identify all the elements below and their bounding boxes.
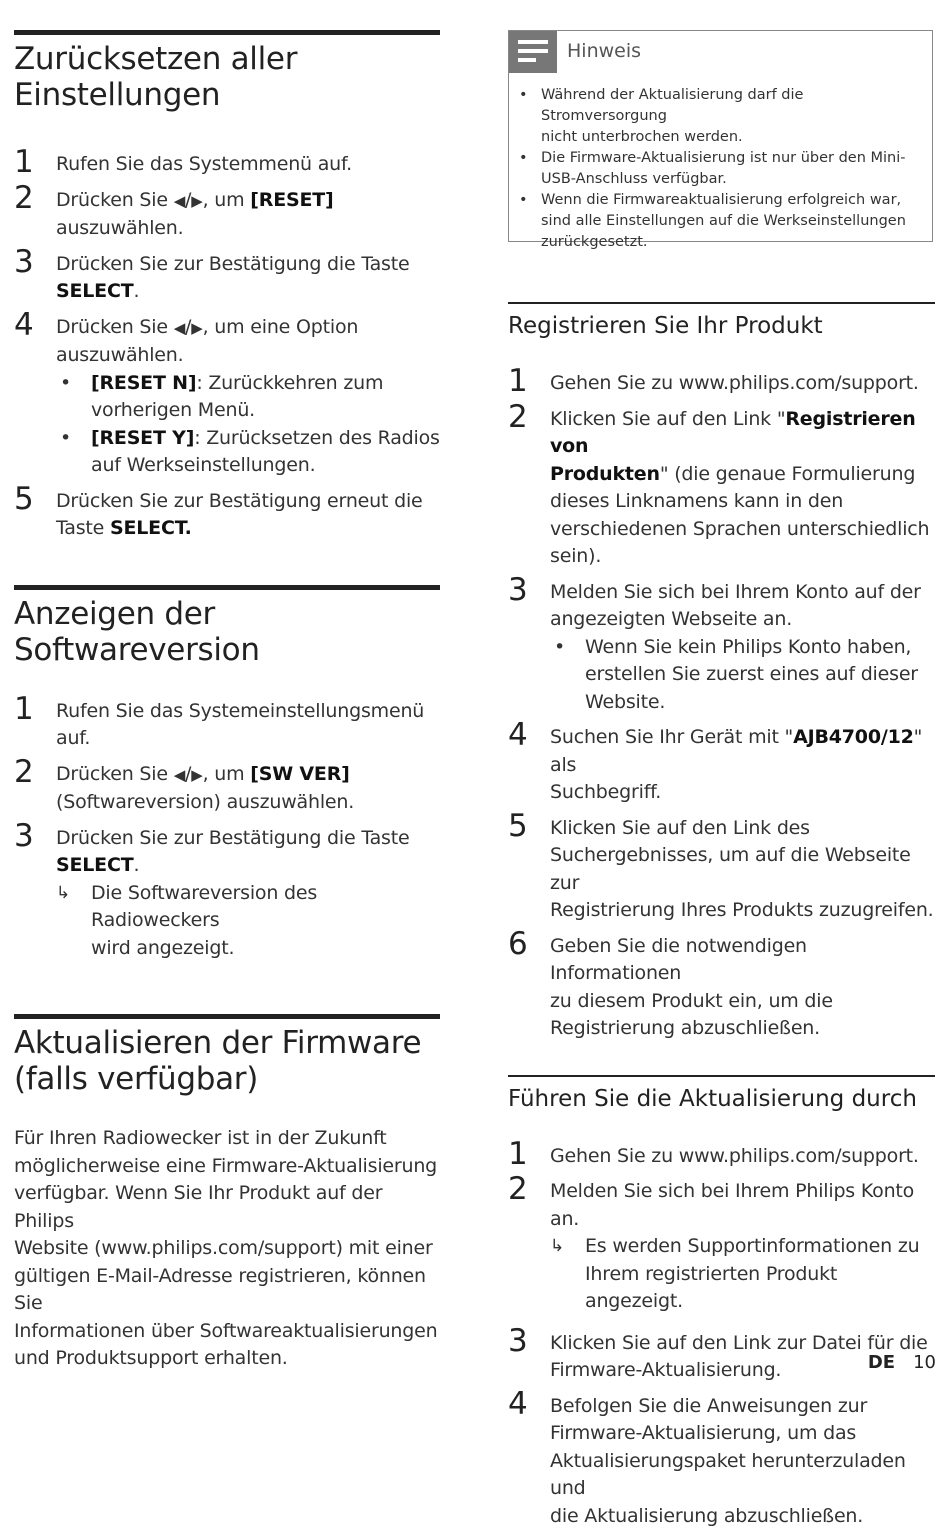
update-step-3: 3 Klicken Sie auf den Link zur Datei für die Firmware-Aktualisierung. — [508, 1330, 935, 1385]
section-rule — [508, 1075, 935, 1077]
language-code: DE — [868, 1352, 895, 1373]
step-number: 2 — [508, 399, 528, 435]
software-step-3: 3 Drücken Sie zur Bestätigung die Taste SELECT. ↳ Die Softwareversion des Radioweckers wird angezeigt. — [14, 825, 440, 963]
section-title-software: Anzeigen der Softwareversion — [14, 596, 440, 668]
note-item: • Während der Aktualisierung darf die Stromversorgung nicht unterbrochen werden. — [519, 85, 924, 148]
step-number: 3 — [508, 1323, 528, 1359]
bullet-icon: • — [60, 425, 71, 453]
section-rule — [508, 302, 935, 304]
software-step-1: 1 Rufen Sie das Systemeinstellungsmenü auf. — [14, 698, 440, 753]
step-number: 4 — [508, 1386, 528, 1422]
register-step-5: 5 Klicken Sie auf den Link des Suchergebnisses, um auf die Webseite zur Registrierung Ihres Produkts zuzugreifen. — [508, 815, 935, 925]
left-column — [14, 0, 440, 1373]
register-step-4: 4 Suchen Sie Ihr Gerät mit "AJB4700/12" als Suchbegriff. — [508, 724, 935, 807]
section-rule — [14, 585, 440, 590]
note-icon — [509, 31, 557, 73]
software-step-2: 2 Drücken Sie ◀/▶, um [SW VER] (Softwareversion) auszuwählen. — [14, 761, 440, 817]
bullet-icon: • — [554, 634, 565, 662]
update-step-2: 2 Melden Sie sich bei Ihrem Philips Konto an. ↳ Es werden Supportinformationen zu Ihrem registrierten Produkt angezeigt. — [508, 1178, 935, 1316]
step-number: 3 — [14, 818, 34, 854]
bullet-icon: • — [519, 148, 528, 169]
right-column — [508, 302, 935, 1530]
section-title-firmware: Aktualisieren der Firmware (falls verfügbar) — [14, 1025, 440, 1097]
update-step-1: 1 Gehen Sie zu www.philips.com/support. — [508, 1143, 935, 1171]
reset-step-1: 1 Rufen Sie das Systemmenü auf. — [14, 151, 440, 179]
note-item: • Die Firmware-Aktualisierung ist nur über den Mini- USB-Anschluss verfügbar. — [519, 148, 924, 190]
result-arrow-icon: ↳ — [56, 880, 70, 908]
step-number: 2 — [14, 180, 34, 216]
section-title-update: Führen Sie die Aktualisierung durch — [508, 1085, 935, 1113]
register-step-1: 1 Gehen Sie zu www.philips.com/support. — [508, 370, 935, 398]
right-arrow-icon: ▶ — [191, 192, 202, 210]
note-list — [519, 85, 924, 253]
step-number: 2 — [508, 1171, 528, 1207]
step-number: 3 — [14, 244, 34, 280]
left-arrow-icon: ◀ — [174, 766, 185, 784]
step-number: 6 — [508, 926, 528, 962]
register-step-6: 6 Geben Sie die notwendigen Informationen zu diesem Produkt ein, um die Registrierung abzuschließen. — [508, 933, 935, 1043]
note-title: Hinweis — [567, 40, 641, 62]
note-item: • Wenn die Firmwareaktualisierung erfolgreich war, sind alle Einstellungen auf die Werkseinstellungen zurückgesetzt. — [519, 190, 924, 253]
page-number: 10 — [913, 1352, 936, 1373]
note-box — [508, 30, 933, 242]
step-number: 4 — [14, 307, 34, 343]
step-number: 1 — [14, 691, 34, 727]
update-step-4: 4 Befolgen Sie die Anweisungen zur Firmware-Aktualisierung, um das Aktualisierungspaket herunterzuladen und die Aktualisierung abzuschließen. — [508, 1393, 935, 1530]
step-number: 5 — [14, 481, 34, 517]
bullet-icon: • — [519, 85, 528, 106]
left-arrow-icon: ◀ — [174, 192, 185, 210]
section-title-reset: Zurücksetzen aller Einstellungen — [14, 41, 440, 113]
result-item: ↳ Es werden Supportinformationen zu Ihrem registrierten Produkt angezeigt. — [550, 1233, 935, 1316]
firmware-paragraph: Für Ihren Radiowecker ist in der Zukunft möglicherweise eine Firmware-Aktualisierung verfügbar. Wenn Sie Ihr Produkt auf der Philips Website (www.philips.com/support) mit einer gültigen E-Mail-Adresse registrieren, können Sie Informationen über Softwareaktualisierungen und Produktsupport erhalten. — [14, 1125, 440, 1373]
list-item: • [RESET N]: Zurückkehren zum vorherigen Menü. — [56, 370, 440, 425]
list-item: • [RESET Y]: Zurücksetzen des Radios auf Werkseinstellungen. — [56, 425, 440, 480]
step-number: 5 — [508, 808, 528, 844]
left-arrow-icon: ◀ — [174, 319, 185, 337]
register-step-2: 2 Klicken Sie auf den Link "Registrieren von Produkten" (die genaue Formulierung dieses Linknamens kann in den verschiedenen Sprachen unterschiedlich sein). — [508, 406, 935, 571]
bullet-icon: • — [519, 190, 528, 211]
reset-step-2: 2 Drücken Sie ◀/▶, um [RESET] auszuwählen. — [14, 187, 440, 243]
reset-step-4: 4 Drücken Sie ◀/▶, um eine Option auszuwählen. • [RESET N]: Zurückkehren zum vorherigen Menü. • [RESET Y]: Zurücksetzen des Radios auf Werkseinstellungen. — [14, 314, 440, 480]
step-number: 2 — [14, 754, 34, 790]
result-arrow-icon: ↳ — [550, 1233, 564, 1261]
list-item: • Wenn Sie kein Philips Konto haben, erstellen Sie zuerst eines auf dieser Website. — [550, 634, 935, 717]
step-number: 1 — [508, 1136, 528, 1172]
right-arrow-icon: ▶ — [191, 319, 202, 337]
reset-step-5: 5 Drücken Sie zur Bestätigung erneut die Taste SELECT. — [14, 488, 440, 543]
step-number: 4 — [508, 717, 528, 753]
step-number: 1 — [508, 363, 528, 399]
section-rule — [14, 1014, 440, 1019]
result-item: ↳ Die Softwareversion des Radioweckers wird angezeigt. — [56, 880, 440, 963]
step-number: 3 — [508, 572, 528, 608]
section-title-register: Registrieren Sie Ihr Produkt — [508, 312, 935, 340]
section-rule — [14, 30, 440, 35]
bullet-icon: • — [60, 370, 71, 398]
register-step-3: 3 Melden Sie sich bei Ihrem Konto auf der angezeigten Webseite an. • Wenn Sie kein Philips Konto haben, erstellen Sie zuerst eines auf dieser Website. — [508, 579, 935, 717]
reset-step-3: 3 Drücken Sie zur Bestätigung die Taste SELECT. — [14, 251, 440, 306]
right-arrow-icon: ▶ — [191, 766, 202, 784]
step-number: 1 — [14, 144, 34, 180]
page-footer — [868, 1352, 936, 1373]
